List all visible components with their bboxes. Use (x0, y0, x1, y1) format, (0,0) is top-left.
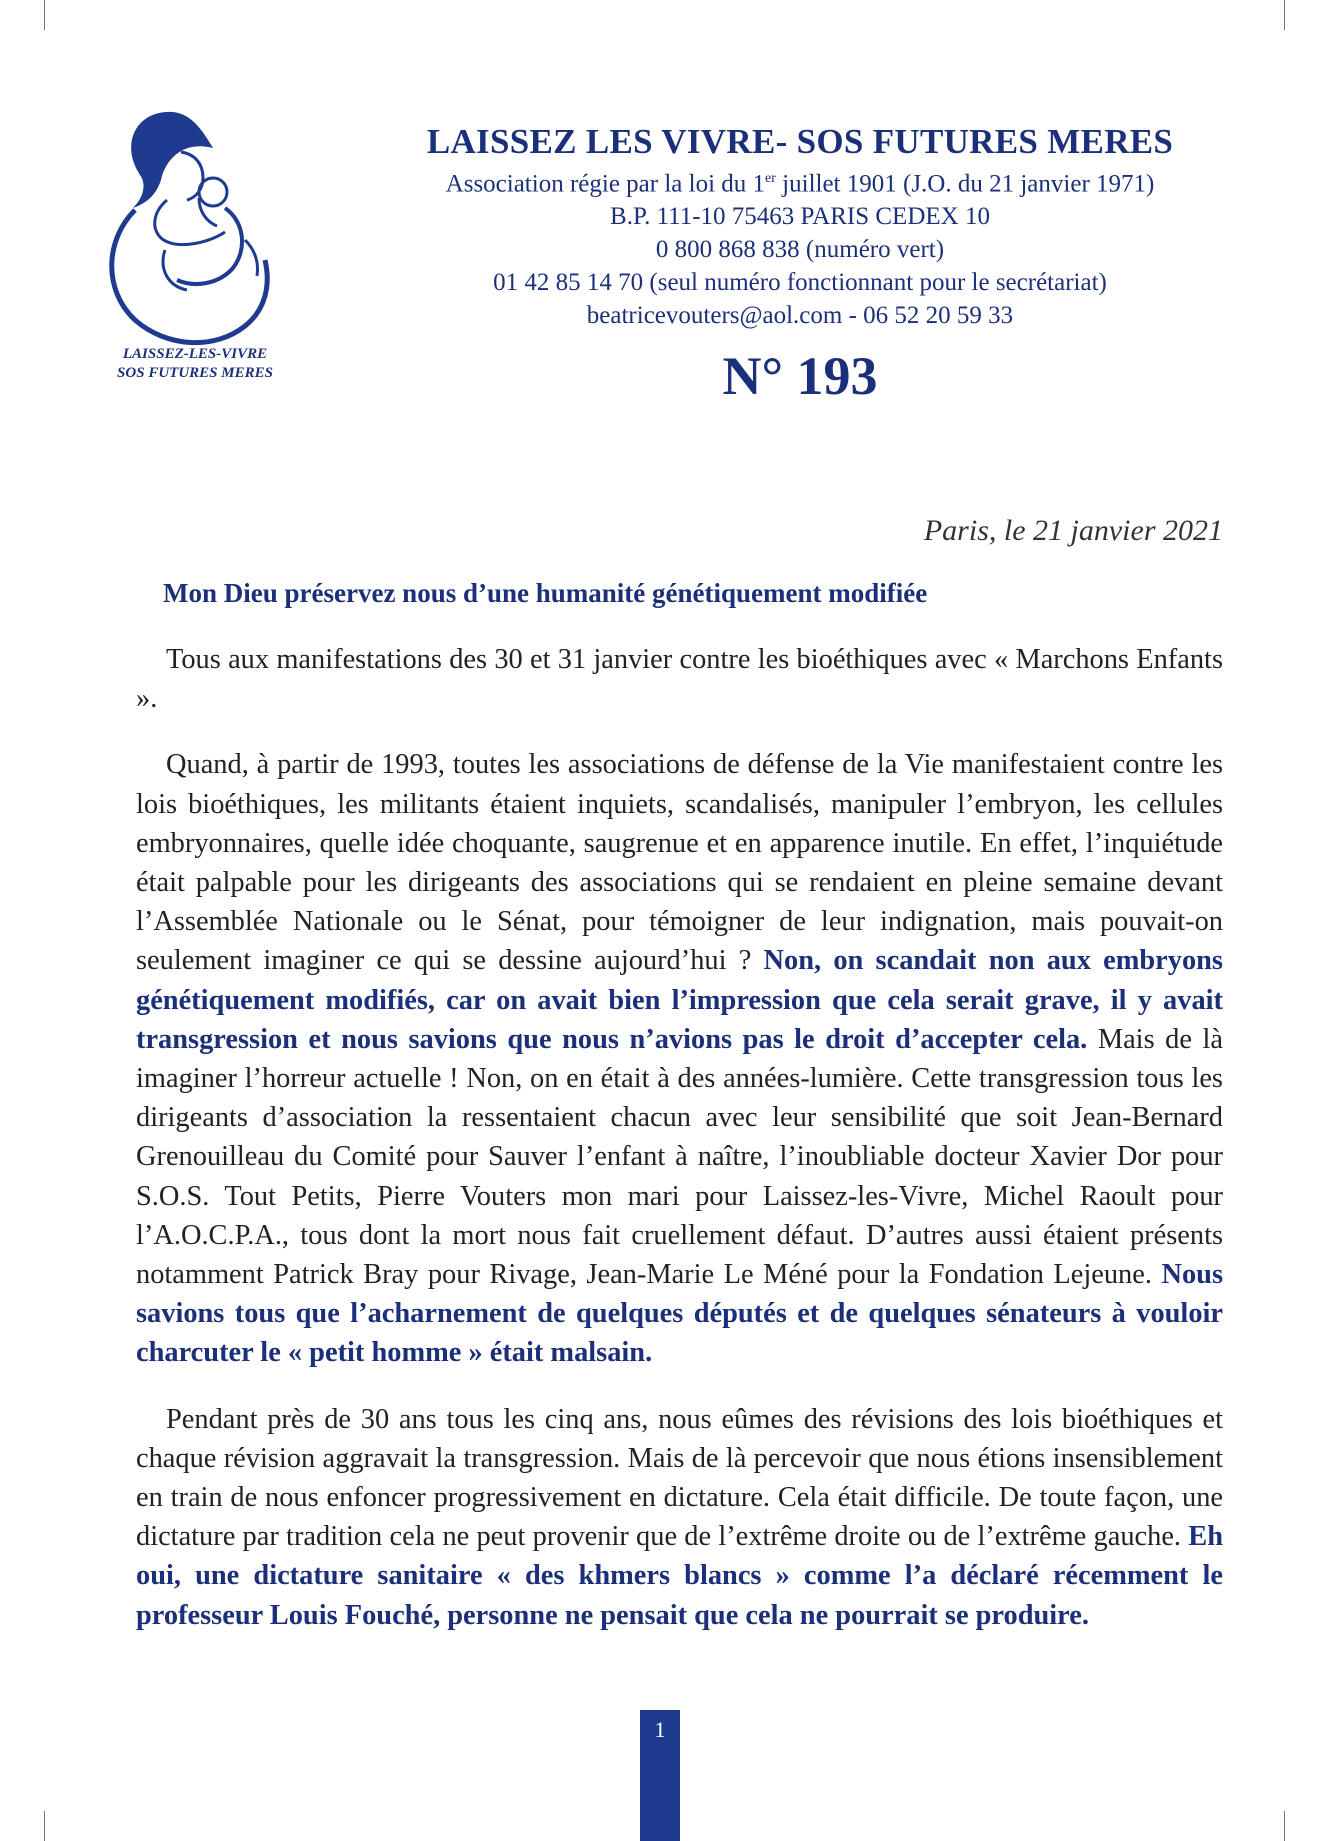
association-legal-line (360, 162, 1240, 200)
paragraph-2 (136, 745, 1223, 1372)
paragraph-2-bold-b: Non, on scandait non aux embryons génétiquement modifiés, car on avait bien l’impression que cela serait grave, il y avait transgression et nous savions que nous n’avions pas le droit d’accepter cela. (136, 945, 1223, 1055)
page-number: 1 (654, 1717, 666, 1742)
paragraph-2-text-c: Mais de là imaginer l’horreur actuelle ! Non, on en était à des années-lumière. Cette transgression tous les dirigeants d’association la ressentaient chacun avec leur sensibilité que soit Jean-Bernard Grenouilleau du Comité pour Sauver l’enfant à naître, l’inoubliable docteur Xavier Dor pour S.O.S. Tout Petits, Pierre Vouters mon mari pour Laissez-les-Vivre, Michel Raoult pour l’A.O.C.P.A., tous dont la mort nous fait cruellement défaut. D’autres aussi étaient présents notamment Patrick Bray pour Rivage, Jean-Marie Le Méné pour la Fondation Lejeune. (136, 1023, 1223, 1291)
crop-mark (44, 1811, 45, 1841)
paragraph-3 (136, 1400, 1223, 1635)
paragraph-3-text-a: Pendant près de 30 ans tous les cinq ans, nous eûmes des révisions des lois bioéthiques et chaque révision aggravait la transgression. Mais de là percevoir que nous étions insensiblement en train de nous enfoncer progressivement en dictature. Cela était difficile. De toute façon, une dictature par tradition cela ne peut provenir que de l’extrême droite ou de l’extrême gauche. (136, 1403, 1223, 1553)
organization-title: LAISSEZ LES VIVRE- SOS FUTURES MERES (426, 122, 1174, 161)
assoc-sup: er (765, 171, 776, 186)
paragraph-2-text-a: Quand, à partir de 1993, toutes les associations de défense de la Vie manifestaient contre les lois bioéthiques, les militants étaient inquiets, scandalisés, manipuler l’embryon, les cellules embryonnaires, quelle idée choquante, saugrenue et en apparence inutile. En effet, l’inquiétude était palpable pour les dirigeants des associations qui se rendaient en pleine semaine devant l’Assemblée Nationale ou le Sénat, pour témoigner de leur indignation, mais pouvait-on seulement imaginer ce qui se dessine aujourd’hui ? (136, 749, 1223, 977)
crop-mark (1284, 1811, 1285, 1841)
paragraph-3-bold-b: Eh oui, une dictature sanitaire « des khmers blancs » comme l’a déclaré récemment le professeur Louis Fouché, personne ne pensait que cela ne pourrait se produire. (136, 1521, 1223, 1631)
email-and-mobile: beatricevouters@aol.com - 06 52 20 59 33 (586, 302, 1014, 330)
logo-caption-line1: LAISSEZ-LES-VIVRE (122, 346, 268, 362)
crop-mark (44, 0, 45, 30)
logo-caption (95, 345, 295, 383)
article-body (136, 640, 1223, 1662)
assoc-suffix: juillet 1901 (J.O. du 21 janvier 1971) (775, 170, 1155, 198)
mother-child-logo (95, 100, 295, 360)
secretariat-phone: 01 42 85 14 70 (seul numéro fonctionnant pour le secrétariat) (493, 269, 1107, 297)
issue-number: N° 193 (722, 346, 878, 407)
assoc-prefix: Association régie par la loi du 1 (445, 170, 766, 198)
letterhead (360, 122, 1240, 406)
paragraph-1: Tous aux manifestations des 30 et 31 janvier contre les bioéthiques avec « Marchons Enfants ». (136, 644, 1223, 715)
letter-date: Paris, le 21 janvier 2021 (923, 514, 1223, 547)
logo-caption-line2: SOS FUTURES MERES (117, 365, 273, 381)
postal-address: B.P. 111-10 75463 PARIS CEDEX 10 (610, 203, 990, 231)
paragraph-2-bold-d: Nous savions tous que l’acharnement de quelques députés et de quelques sénateurs à vouloir charcuter le « petit homme » était malsain. (136, 1259, 1223, 1369)
article-title: Mon Dieu préservez nous d’une humanité génétiquement modifiée (163, 578, 928, 608)
free-phone-number: 0 800 868 838 (numéro vert) (655, 236, 945, 264)
crop-mark (1284, 0, 1285, 30)
